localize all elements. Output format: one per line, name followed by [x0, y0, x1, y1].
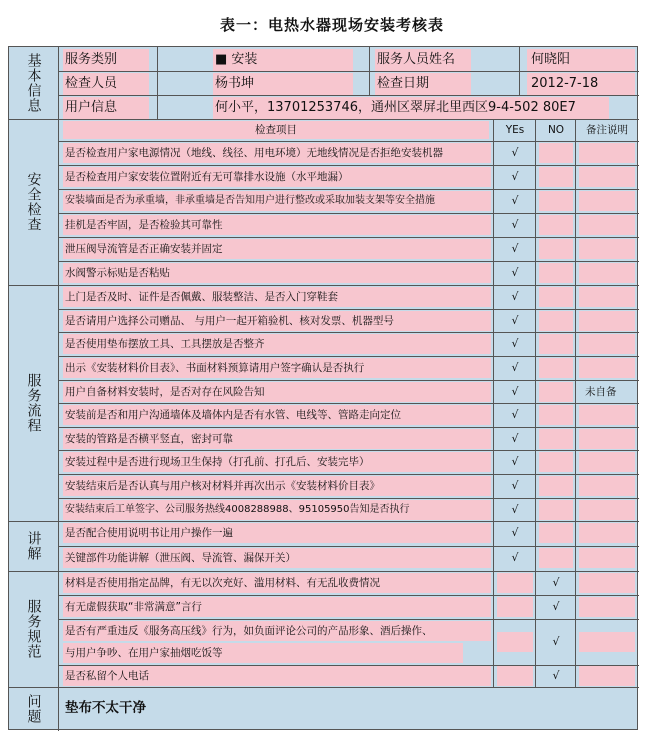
remark — [579, 597, 635, 617]
no-check — [539, 215, 573, 235]
no-check: √ — [552, 669, 560, 682]
row-item: 是否请用户选择公司赠品、 与用户一起开箱验机、核对发票、机器型号 — [63, 311, 491, 331]
no-check: √ — [552, 635, 560, 648]
service-type-label: 服务类别 — [63, 49, 149, 71]
remark — [579, 523, 635, 543]
page-title: 表一：电热水器现场安装考核表 — [219, 16, 444, 34]
inspector-label: 检查人员 — [63, 73, 149, 95]
staff-name-label: 服务人员姓名 — [375, 49, 471, 71]
yes-check: √ — [511, 314, 519, 327]
remark — [579, 334, 635, 354]
issue-text: 垫布不太干净 — [65, 700, 146, 716]
inspection-table — [8, 46, 638, 730]
remark — [579, 666, 635, 686]
no-check — [539, 167, 573, 187]
row-item: 是否私留个人电话 — [63, 666, 491, 686]
yes-check: √ — [511, 551, 519, 564]
row-item: 是否配合使用说明书让用户操作一遍 — [63, 523, 491, 543]
date-value: 2012-7-18 — [527, 73, 635, 95]
yes-check: √ — [511, 290, 519, 303]
staff-name-value: 何晓阳 — [527, 49, 635, 71]
remark — [579, 548, 635, 568]
remark — [579, 263, 635, 283]
no-check — [539, 191, 573, 211]
yes-check: √ — [511, 170, 519, 183]
yes-check — [497, 632, 533, 652]
yes-check: √ — [511, 479, 519, 492]
no-check — [539, 548, 573, 568]
section-explain: 讲解 — [9, 521, 59, 571]
no-check: √ — [552, 576, 560, 589]
header-remark: 备注说明 — [586, 124, 628, 136]
yes-check: √ — [511, 503, 519, 516]
row-item: 安装的管路是否横平竖直，密封可靠 — [63, 429, 491, 449]
remark — [579, 358, 635, 378]
row-item: 是否检查用户家安装位置附近有无可靠排水设施（水平地漏） — [63, 167, 491, 187]
row-item: 安装过程中是否进行现场卫生保持（打孔前、打孔后、安装完毕） — [63, 452, 491, 472]
header-no: NO — [547, 124, 565, 136]
row-item: 是否检查用户家电源情况（地线、线径、用电环境）无地线情况是否拒绝安装机器 — [63, 143, 491, 163]
remark — [579, 239, 635, 259]
row-item: 关键部件功能讲解（泄压阀、导流管、漏保开关） — [63, 548, 491, 568]
yes-check: √ — [511, 361, 519, 374]
row-item: 材料是否使用指定品牌，有无以次充好、滥用材料、有无乱收费情况 — [63, 573, 491, 593]
user-info-label: 用户信息 — [63, 97, 149, 119]
section-safety-check: 安全检查 — [9, 119, 59, 285]
yes-check: √ — [511, 218, 519, 231]
no-check — [539, 405, 573, 425]
no-check — [539, 429, 573, 449]
row-item: 安装结束后工单签字、公司服务热线4008288988、95105950告知是否执行 — [63, 500, 491, 520]
remark — [579, 500, 635, 520]
no-check — [539, 500, 573, 520]
yes-check — [497, 597, 533, 617]
no-check — [539, 452, 573, 472]
remark — [579, 311, 635, 331]
remark — [579, 452, 635, 472]
remark: 未自备 — [585, 386, 617, 398]
row-item: 水阀警示标贴是否粘贴 — [63, 263, 491, 283]
yes-check: √ — [511, 526, 519, 539]
yes-check: √ — [511, 385, 519, 398]
yes-check: √ — [511, 337, 519, 350]
row-item: 出示《安装材料价目表》、书面材料预算请用户签字确认是否执行 — [63, 358, 491, 378]
yes-check: √ — [511, 146, 519, 159]
remark — [579, 573, 635, 593]
no-check — [539, 263, 573, 283]
row-item: 是否使用垫布摆放工具、工具摆放是否整齐 — [63, 334, 491, 354]
remark — [579, 632, 635, 652]
yes-check: √ — [511, 266, 519, 279]
service-type-value: ■ 安装 — [213, 49, 353, 71]
row-item: 上门是否及时、证件是否佩戴、服装整洁、是否入门穿鞋套 — [63, 287, 491, 307]
yes-check — [497, 573, 533, 593]
remark — [579, 167, 635, 187]
yes-check: √ — [511, 242, 519, 255]
yes-check: √ — [511, 194, 519, 207]
no-check — [539, 523, 573, 543]
yes-check: √ — [511, 408, 519, 421]
section-issues: 问题 — [9, 687, 59, 731]
row-item: 挂机是否牢固，是否检验其可靠性 — [63, 215, 491, 235]
yes-check — [497, 666, 533, 686]
remark — [579, 476, 635, 496]
no-check — [539, 358, 573, 378]
row-item: 安装结束后是否认真与用户核对材料并再次出示《安装材料价目表》 — [63, 476, 491, 496]
remark — [579, 191, 635, 211]
no-check — [539, 239, 573, 259]
row-item: 有无虚假获取“非常满意”言行 — [63, 597, 491, 617]
section-service-norms: 服务规范 — [9, 571, 59, 687]
inspector-value: 杨书坤 — [213, 73, 353, 95]
row-item: 用户自备材料安装时，是否对存在风险告知 — [63, 382, 491, 402]
no-check — [539, 334, 573, 354]
yes-check: √ — [511, 432, 519, 445]
section-basic-info: 基本信息 — [9, 47, 59, 119]
remark — [579, 405, 635, 425]
row-item: 安装前是否和用户沟通墙体及墙体内是否有水管、电线等、管路走向定位 — [63, 405, 491, 425]
no-check: √ — [552, 600, 560, 613]
remark — [579, 287, 635, 307]
remark — [579, 215, 635, 235]
header-yes: YEs — [505, 124, 525, 136]
date-label: 检查日期 — [375, 73, 471, 95]
header-item: 检查项目 — [63, 121, 489, 139]
row-item: 泄压阀导流管是否正确安装并固定 — [63, 239, 491, 259]
no-check — [539, 311, 573, 331]
remark — [579, 143, 635, 163]
no-check — [539, 382, 573, 402]
no-check — [539, 287, 573, 307]
row-item-continued: 与用户争吵、在用户家抽烟吃饭等 — [63, 643, 463, 663]
row-item: 是否有严重违反《服务高压线》行为，如负面评论公司的产品形象、酒后操作、 — [63, 621, 491, 641]
remark — [579, 429, 635, 449]
no-check — [539, 476, 573, 496]
user-info-value: 何小平，13701253746，通州区翠屏北里西区9-4-502 80E7 — [213, 97, 609, 119]
yes-check: √ — [511, 455, 519, 468]
row-item: 安装墙面是否为承重墙，非承重墙是否告知用户进行整改或采取加装支架等安全措施 — [63, 191, 491, 211]
no-check — [539, 143, 573, 163]
section-service-process: 服务流程 — [9, 285, 59, 521]
